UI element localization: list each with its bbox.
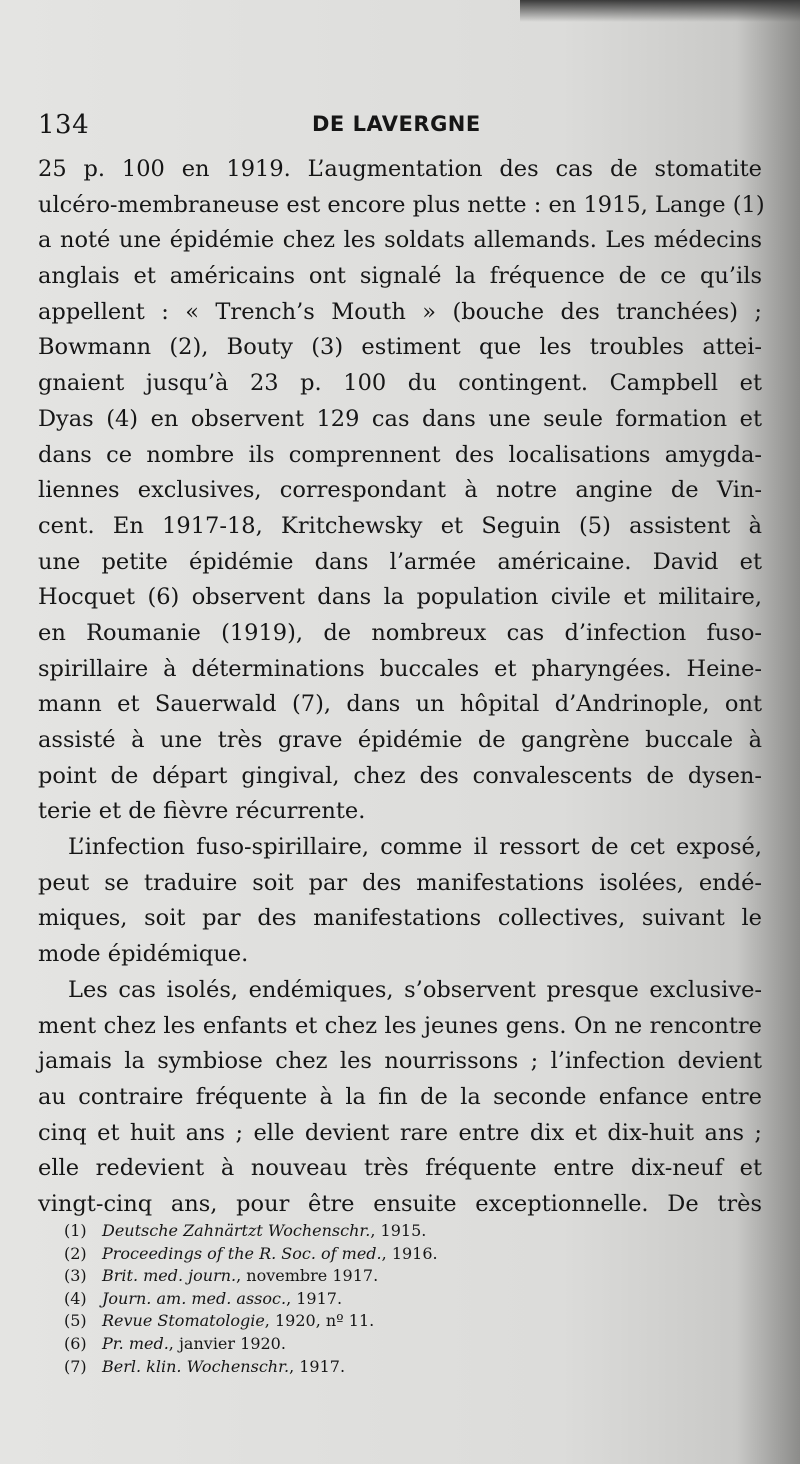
footnote bbox=[64, 1333, 624, 1356]
footnote-number: (5) bbox=[64, 1311, 87, 1331]
text-line: miques, soit par des manifestations collectives, suivant le bbox=[38, 905, 762, 932]
text-line: 25 p. 100 en 1919. L’augmentation des cas de stomatite bbox=[38, 156, 762, 182]
text-line: assisté à une très grave épidémie de gangrène buccale à bbox=[38, 727, 762, 753]
footnote bbox=[64, 1220, 624, 1243]
footnote-text: Proceedings of the R. Soc. of med., 1916. bbox=[102, 1243, 438, 1263]
text-line: a noté une épidémie chez les soldats allemands. Les médecins bbox=[38, 227, 762, 254]
body-text bbox=[38, 152, 765, 1223]
text-line: cent. En 1917-18, Kritchewsky et Seguin (5) assistent à bbox=[38, 512, 762, 539]
text-line: peut se traduire soit par des manifestations isolées, endé- bbox=[38, 869, 762, 896]
text-line: cinq et huit ans ; elle devient rare entre dix et dix-huit ans ; bbox=[38, 1119, 762, 1146]
text-line: vingt-cinq ans, pour être ensuite exceptionnelle. De très bbox=[38, 1190, 762, 1217]
text-line: au contraire fréquente à la fin de la seconde enfance entre bbox=[38, 1083, 762, 1110]
text-line: terie et de fièvre récurrente. bbox=[38, 798, 366, 825]
footnote bbox=[64, 1265, 624, 1288]
text-line: jamais la symbiose chez les nourrissons ; l’infection devient bbox=[38, 1048, 762, 1075]
page-number: 134 bbox=[38, 110, 90, 140]
text-line: anglais et américains ont signalé la fréquence de ce qu’ils bbox=[38, 263, 762, 290]
text-line: liennes exclusives, correspondant à notre angine de Vin- bbox=[38, 477, 762, 504]
text-line: dans ce nombre ils comprennent des localisations amygda- bbox=[38, 441, 762, 468]
footnote-number: (6) bbox=[64, 1333, 87, 1353]
footnote-number: (4) bbox=[64, 1288, 87, 1308]
text-line: Bowmann (2), Bouty (3) estiment que les troubles attei- bbox=[38, 334, 762, 361]
footnote-text: Berl. klin. Wochenschr., 1917. bbox=[102, 1356, 346, 1376]
text-line: spirillaire à déterminations buccales et pharyngées. Heine- bbox=[38, 655, 762, 682]
footnote-number: (7) bbox=[64, 1356, 87, 1376]
text-line: mode épidémique. bbox=[38, 941, 249, 968]
footnote-number: (1) bbox=[64, 1221, 87, 1240]
footnotes bbox=[64, 1220, 624, 1378]
footnote-text: Deutsche Zahnärtzt Wochenschr., 1915. bbox=[102, 1221, 427, 1240]
text-line: point de départ gingival, chez des convalescents de dysen- bbox=[38, 762, 762, 789]
footnote-text: Journ. am. med. assoc., 1917. bbox=[102, 1288, 343, 1308]
text-line: Hocquet (6) observent dans la population civile et militaire, bbox=[38, 584, 762, 611]
text-line: Les cas isolés, endémiques, s’observent presque exclusive- bbox=[68, 976, 762, 1003]
text-line: Dyas (4) en observent 129 cas dans une seule formation et bbox=[38, 405, 762, 432]
text-line: une petite épidémie dans l’armée américaine. David et bbox=[38, 548, 762, 575]
footnote-number: (3) bbox=[64, 1266, 87, 1286]
text-line: mann et Sauerwald (7), dans un hôpital d’Andrinople, ont bbox=[38, 691, 762, 718]
footnote bbox=[64, 1310, 624, 1333]
text-line: L’infection fuso-spirillaire, comme il ressort de cet exposé, bbox=[68, 834, 762, 861]
text-line: ment chez les enfants et chez les jeunes gens. On ne rencontre bbox=[38, 1012, 762, 1039]
footnote bbox=[64, 1243, 624, 1266]
running-head: DE LAVERGNE bbox=[312, 112, 481, 136]
footnote-text: Pr. med., janvier 1920. bbox=[102, 1333, 286, 1353]
text-line: elle redevient à nouveau très fréquente entre dix-neuf et bbox=[38, 1155, 762, 1182]
footnote bbox=[64, 1356, 624, 1379]
text-line: ulcéro-membraneuse est encore plus nette : en 1915, Lange (1) bbox=[38, 191, 765, 218]
footnote-text: Brit. med. journ., novembre 1917. bbox=[102, 1266, 379, 1286]
page-header bbox=[38, 110, 750, 144]
text-line: gnaient jusqu’à 23 p. 100 du contingent. Campbell et bbox=[38, 370, 762, 397]
text-line: appellent : « Trench’s Mouth » (bouche des tranchées) ; bbox=[38, 298, 762, 325]
scan-shadow bbox=[520, 0, 800, 22]
footnote bbox=[64, 1288, 624, 1311]
footnote-number: (2) bbox=[64, 1243, 87, 1263]
text-line: en Roumanie (1919), de nombreux cas d’infection fuso- bbox=[38, 619, 762, 646]
footnote-text: Revue Stomatologie, 1920, nº 11. bbox=[102, 1311, 375, 1331]
